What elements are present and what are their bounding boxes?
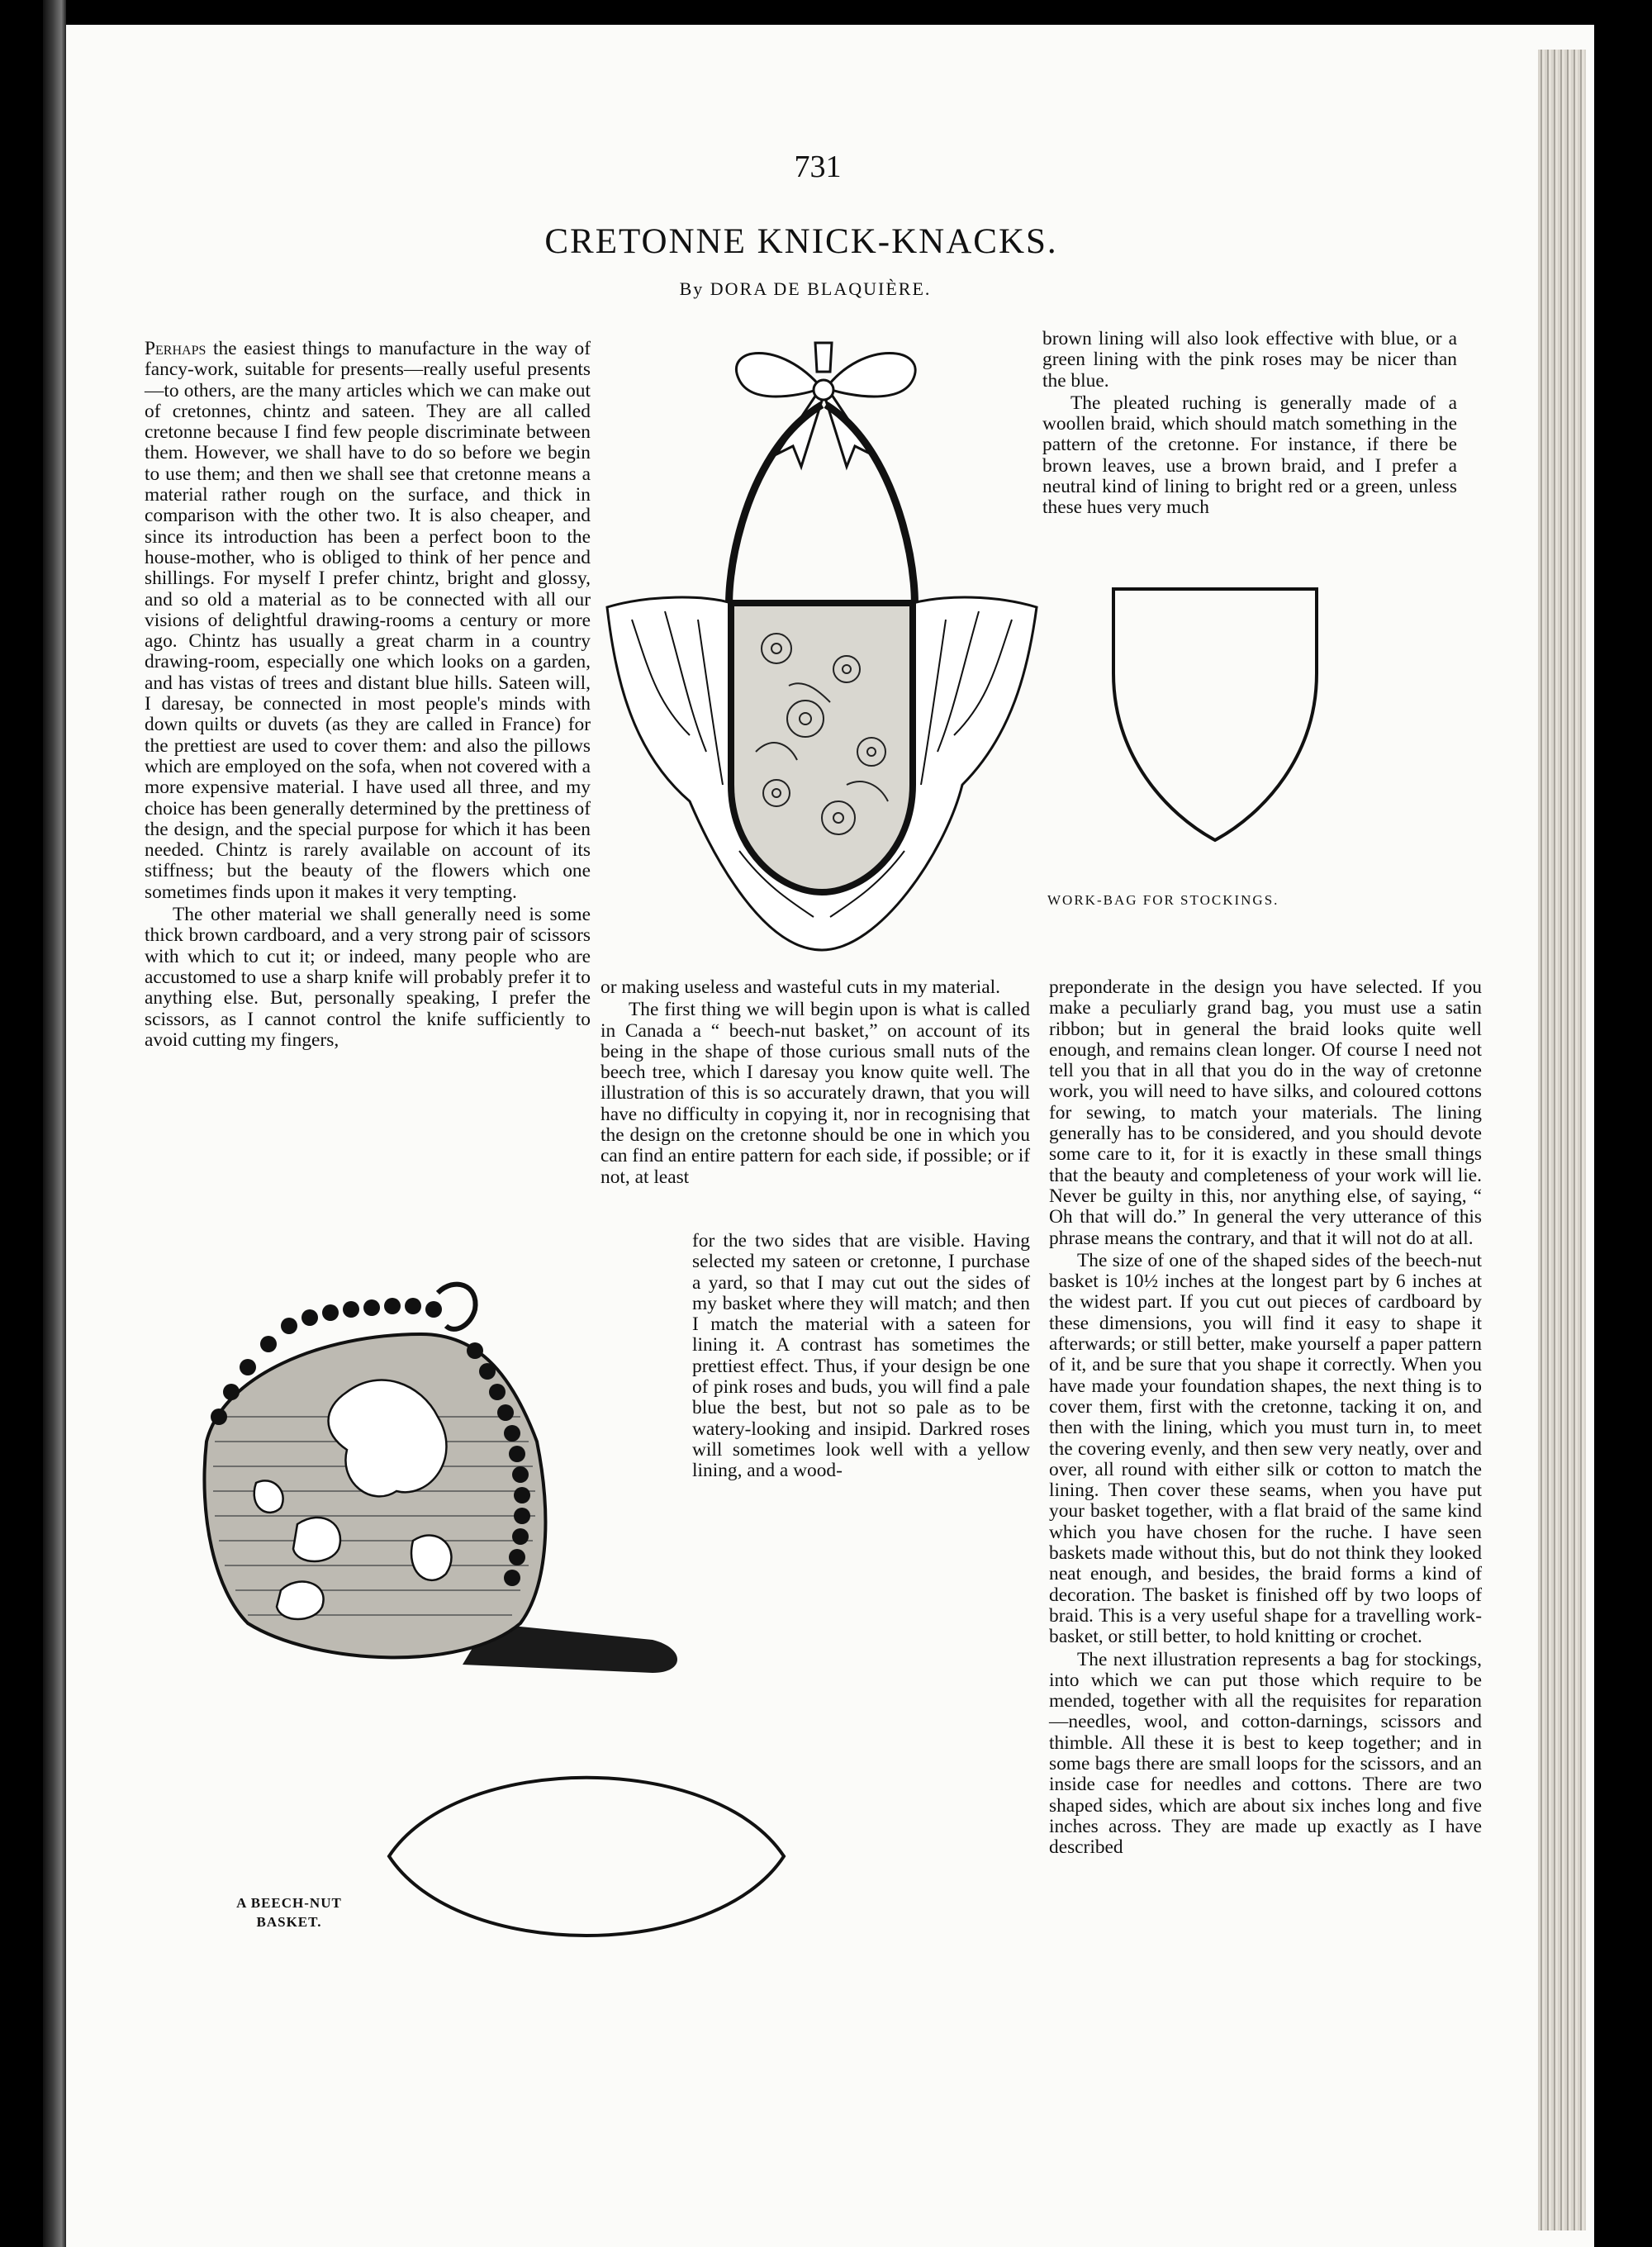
beech-nut-pattern-illustration bbox=[384, 1743, 789, 1970]
column-left bbox=[145, 339, 591, 1051]
page-number: 731 bbox=[794, 150, 842, 184]
caption-basket bbox=[215, 1893, 363, 1931]
lead-word: Perhaps bbox=[145, 338, 206, 359]
caption-basket-line2: BASKET. bbox=[256, 1914, 322, 1930]
byline: By DORA DE BLAQUIÈRE. bbox=[679, 278, 932, 299]
shield-pattern-illustration bbox=[1107, 582, 1323, 847]
paragraph: The first thing we will begin upon is what is called in Canada a “ beech-nut basket,” on account of its being in the shape of those curious small nuts of the beech tree, which I daresay you know quite well. The illustration of this is so accurately drawn, that you will have no difficulty in copying it, nor in recognising that the design on the cretonne should be one in which you can find an entire pattern for each side, if possible; or if not, at least bbox=[601, 999, 1030, 1188]
book-spine bbox=[43, 0, 66, 2247]
caption-basket-line1: A BEECH-NUT bbox=[236, 1895, 342, 1911]
paragraph: The size of one of the shaped sides of the beech-nut basket is 10½ inches at the longest part by 6 inches at the widest part. If you cut out pieces of cardboard by these dimensions, you will find it easy to shape it afterwards; or still better, make yourself a paper pattern of it, and be sure that you shape it correctly. When you have made your foundation shapes, the next thing is to cover them, first with the cretonne, tacking it on, and then with the lining, which you must turn in, to meet the covering evenly, and then sew very neatly, over and over, all round with either silk or cotton to match the lining. Then cover these seams, when you have put your basket together, with a flat braid of the same kind which you have chosen for the ruche. I have seen baskets made without this, but do not think they looked neat enough, and besides, the braid forms a kind of decoration. The basket is finished off by two loops of braid. This is a very useful shape for a travelling work-basket, or still better, to hold knitting or crochet. bbox=[1049, 1249, 1482, 1648]
paragraph: The other material we shall generally need is some thick brown cardboard, and a very strong pair of scissors with which to cut it; or indeed, many people who are accustomed to use a sharp knife will probably prefer it to anything else. But, personally speaking, I prefer the scissors, as I cannot control the knife sufficiently to avoid cutting my fingers, bbox=[145, 904, 591, 1051]
column-right-top bbox=[1042, 329, 1457, 519]
paragraph-text: the easiest things to manufacture in the way of fancy-work, suitable for presents—really useful presents—to others, are the many articles which we can make out of cretonnes, chintz and sateen. They are all called cretonne because I find few people discriminate between them. However, we shall have to do so before we begin to use them; and then we shall see that cretonne means a material rather rough on the surface, and thick in comparison with the other two. It is also cheaper, and since its introduction has been a perfect boon to the house-mother, who is obliged to think of her pence and shillings. For myself I prefer chintz, bright and glossy, and so old a material as to be connected with all our visions of delightful drawing-rooms a century or more ago. Chintz has usually a great charm in a country drawing-room, especially one which looks on a garden, and has vistas of trees and distant blue hills. Sateen will, I daresay, be connected in most people's minds with down quilts or duvets (as they are called in France) for the prettiest are used to cover them: and also the pillows which are employed on the sofa, when not covered with a more expensive material. I have used all three, and my choice has been generally determined by the prettiness of the design, and the special purpose for which it has been needed. Chintz is rarely available on account of its stiffness; but the beauty of the flowers which one sometimes finds upon it makes it very tempting. bbox=[145, 338, 591, 903]
paragraph: The next illustration represents a bag for stockings, into which we can put those which require to be mended, together with all the requisites for reparation—needles, wool, and cotton-darnings, scissors and thimble. All these it is best to keep together; and in some bags there are small loops for the scissors, and an inside case for needles and cottons. There are two shaped sides, which are about six inches long and five inches across. They are made up exactly as I have described bbox=[1049, 1648, 1482, 1859]
column-right bbox=[1049, 977, 1482, 1858]
column-middle-wrap bbox=[692, 1231, 1030, 1482]
paragraph: for the two sides that are visible. Having selected my sateen or cretonne, I purchase a yard, so that I may cut out the sides of my basket where they will match; and then I match the material with a sateen for lining it. A contrast has sometimes the prettiest effect. Thus, if your design be one of pink roses and buds, you will find a pale blue the best, but not so pale as to be watery-looking and insipid. Darkred roses will sometimes look well with a yellow lining, and a wood- bbox=[692, 1230, 1030, 1482]
paragraph: preponderate in the design you have selected. If you make a peculiarly grand bag, you must use a satin ribbon; but in general the braid looks quite well enough, and remains clean longer. Of course I need not tell you that in all that you do in the way of cretonne work, you will need to have silks, and coloured cottons for sewing, to match your materials. The lining generally has to be considered, and you should devote some care to it, for it is exactly in these small things that the beauty and completeness of your work will lie. Never be guilty in this, nor anything else, of saying, “ Oh that will do.” In general the very utterance of this phrase means the contrary, and that it will not do at all. bbox=[1049, 976, 1482, 1249]
paragraph: The pleated ruching is generally made of a woollen braid, which should match something in the pattern of the cretonne. For instance, if there be brown leaves, use a brown braid, and I prefer a neutral kind of lining to bright red or a green, unless these hues very much bbox=[1042, 392, 1457, 519]
page-edges bbox=[1538, 50, 1586, 2230]
paragraph: brown lining will also look effective with blue, or a green lining with the pink roses may be nicer than the blue. bbox=[1042, 328, 1457, 392]
column-middle bbox=[601, 977, 1030, 1188]
workbag-illustration bbox=[599, 322, 1045, 958]
beech-nut-basket-illustration bbox=[190, 1276, 686, 1698]
paragraph bbox=[145, 339, 591, 903]
caption-workbag: WORK-BAG FOR STOCKINGS. bbox=[1047, 892, 1279, 908]
paragraph: or making useless and wasteful cuts in my material. bbox=[601, 976, 1000, 998]
article-title: CRETONNE KNICK-KNACKS. bbox=[544, 222, 1058, 261]
